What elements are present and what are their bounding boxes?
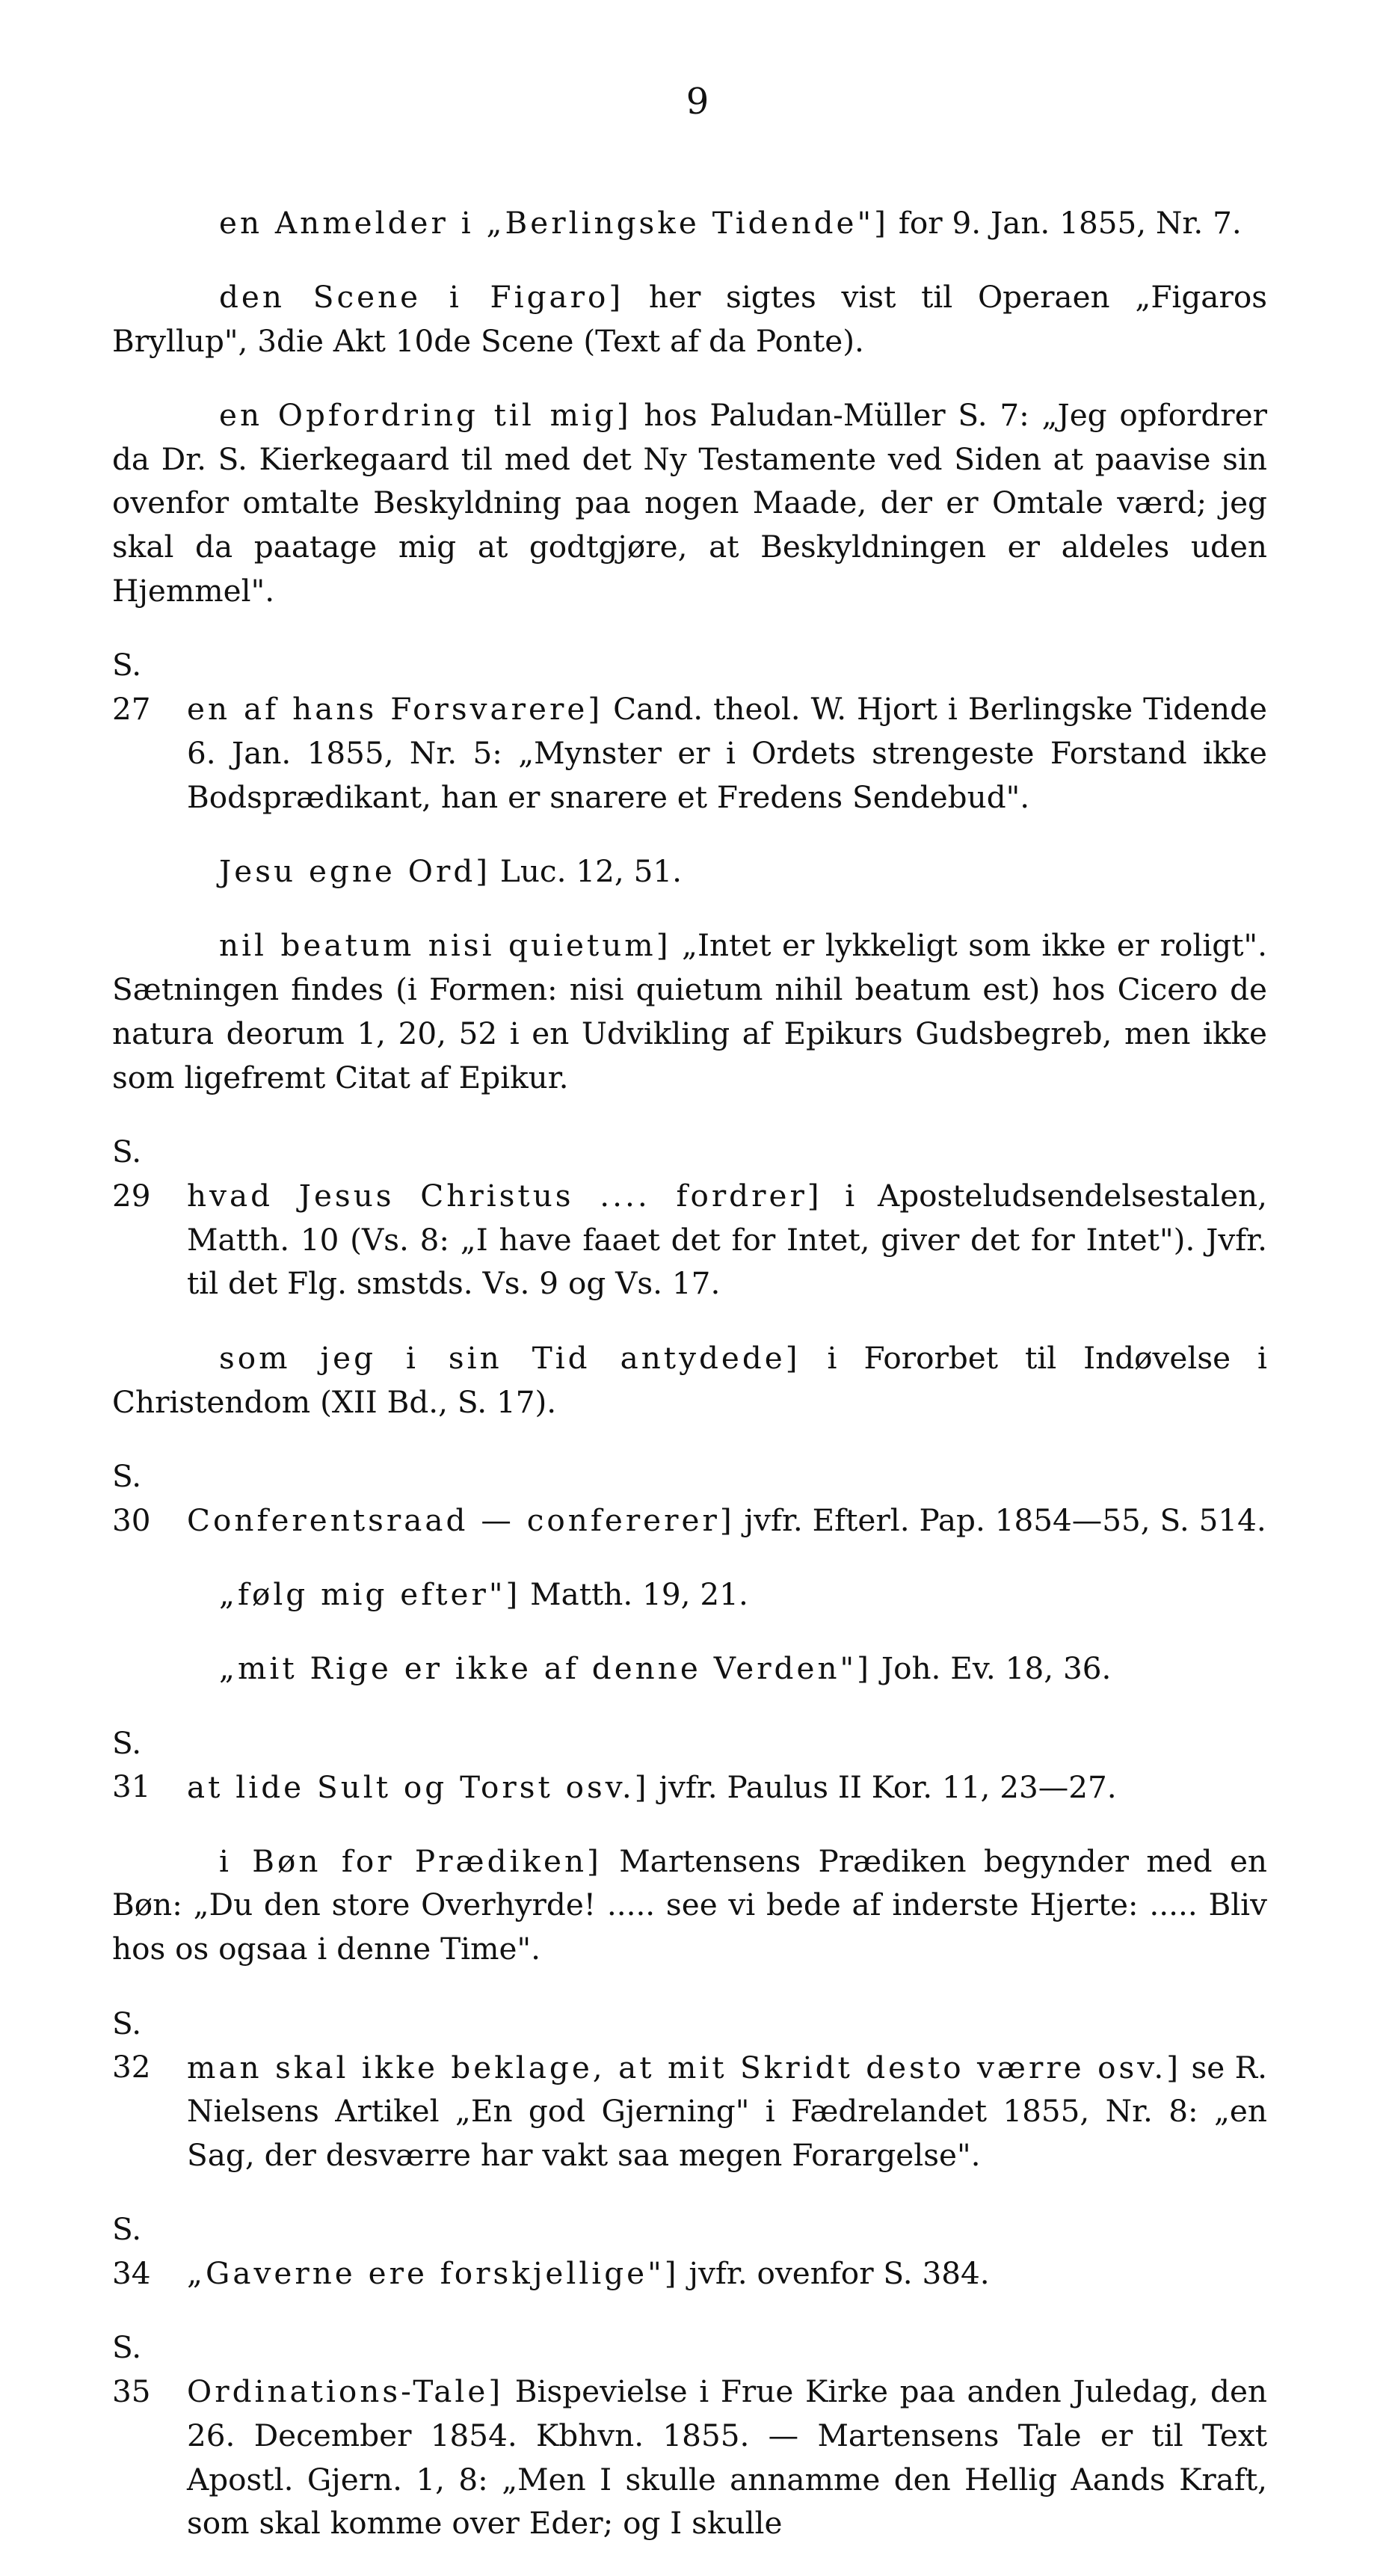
note-text: for 9. Jan. 1855, Nr. 7. (888, 204, 1242, 241)
note-text: Martensens Prædiken begynder med en Bøn: „Du den store Overhyrde! ..... see vi bede af inderste Hjerte: ..... Bliv hos os ogsaa i denne Time". (112, 1842, 1267, 1967)
page-reference: S. 34 (112, 2211, 151, 2291)
note-paragraph (112, 275, 1267, 363)
note-paragraph (112, 849, 1267, 894)
note-text: Cand. theol. W. Hjort i Berlingske Tidende 6. Jan. 1855, Nr. 5: „Mynster er i Ordets strengeste Forstand ikke Bodsprædikant, han er snarere et Fredens Sendebud". (187, 691, 1267, 815)
note-lemma: som jeg i sin Tid antydede] (219, 1339, 801, 1376)
note-lemma: nil beatum nisi quietum] (219, 927, 671, 964)
note-lemma: i Bøn for Prædiken] (219, 1842, 602, 1879)
note-paragraph (112, 1839, 1267, 1971)
note-paragraph (112, 201, 1267, 245)
note-text: Joh. Ev. 18, 36. (871, 1650, 1112, 1687)
note-lemma: „Gaverne ere forskjellige"] (187, 2254, 680, 2291)
page-reference: S. 30 (112, 1457, 151, 1538)
note-lemma: Conferentsraad — confererer] (187, 1501, 735, 1538)
note-lemma: „mit Rige er ikke af denne Verden"] (219, 1650, 872, 1687)
notes-body (112, 170, 1267, 2576)
note-paragraph (112, 2207, 1267, 2296)
note-text: Bispevielse i Frue Kirke paa anden Juledag, den 26. December 1854. Kbhvn. 1855. — Martensens Tale er til Text Apostl. Gjern. 1, 8: „Men I skulle annamme den Hellig Aands Kraft, som skal komme over Eder; og I skulle (187, 2373, 1267, 2542)
note-text: hos Paludan-Müller S. 7: „Jeg opfordrer da Dr. S. Kierkegaard til med det Ny Testamente ved Siden at paavise sin ovenfor omtalte Beskyldning paa nogen Maade, der er Omtale værd; jeg skal da paatage mig at godtgjøre, at Beskyldningen er aldeles uden Hjemmel". (112, 396, 1267, 609)
note-paragraph (112, 1336, 1267, 1424)
note-text: i Aposteludsendelsestalen, Matth. 10 (Vs. 8: „I have faaet det for Intet, giver det for Intet"). Jvfr. til det Flg. smstds. Vs. 9 og Vs. 17. (187, 1177, 1268, 1302)
note-paragraph (112, 1454, 1267, 1543)
page-reference: S. 32 (112, 2005, 151, 2085)
note-paragraph (112, 1130, 1267, 1306)
note-text: jvfr. Efterl. Pap. 1854—55, S. 514. (734, 1501, 1266, 1538)
note-lemma: at lide Sult og Torst osv.] (187, 1768, 650, 1805)
note-paragraph (112, 643, 1267, 819)
page-reference: S. 29 (112, 1134, 151, 1214)
note-text: jvfr. Paulus II Kor. 11, 23—27. (649, 1768, 1117, 1805)
note-text: Luc. 12, 51. (490, 853, 683, 890)
note-lemma: den Scene i Figaro] (219, 278, 624, 315)
note-lemma: Jesu egne Ord] (219, 853, 491, 890)
note-paragraph (112, 1647, 1267, 1691)
note-text: jvfr. ovenfor S. 384. (679, 2254, 990, 2291)
note-text: Matth. 19, 21. (520, 1576, 748, 1612)
page-reference: S. 27 (112, 647, 151, 728)
note-paragraph (112, 2002, 1267, 2177)
note-lemma: en Anmelder i „Berlingske Tidende"] (219, 204, 889, 241)
note-text: i Fororbet til Indøvelse i Christendom (XII Bd., S. 17). (112, 1339, 1267, 1420)
note-lemma: en af hans Forsvarere] (187, 691, 603, 728)
note-lemma: man skal ikke beklage, at mit Skridt desto værre osv.] (187, 2049, 1182, 2085)
note-lemma: „følg mig efter"] (219, 1576, 521, 1612)
note-lemma: hvad Jesus Christus .... fordrer] (187, 1177, 822, 1214)
note-lemma: Ordinations-Tale] (187, 2373, 504, 2410)
note-text: „Intet er lykkeligt som ikke er roligt". Sætningen findes (i Formen: nisi quietum nihil beatum est) hos Cicero de natura deorum 1, 20, 52 i en Udvikling af Epikurs Gudsbegreb, men ikke som ligefremt Citat af Epikur. (112, 927, 1267, 1095)
note-text: her sigtes vist til Operaen „Figaros Bryllup", 3die Akt 10de Scene (Text af da Ponte). (112, 278, 1267, 359)
note-paragraph (112, 1573, 1267, 1617)
page-reference: S. 35 (112, 2329, 151, 2410)
note-text: se R. Nielsens Artikel „En god Gjerning" i Fædrelandet 1855, Nr. 8: „en Sag, der desværre har vakt saa megen Forargelse". (187, 2049, 1268, 2173)
page-reference: S. 31 (112, 1724, 151, 1805)
note-paragraph (112, 393, 1267, 613)
note-paragraph (112, 2326, 1267, 2545)
page-number: 9 (686, 81, 709, 123)
note-paragraph (112, 1721, 1267, 1810)
note-paragraph (112, 923, 1267, 1099)
note-lemma: en Opfordring til mig] (219, 396, 632, 433)
